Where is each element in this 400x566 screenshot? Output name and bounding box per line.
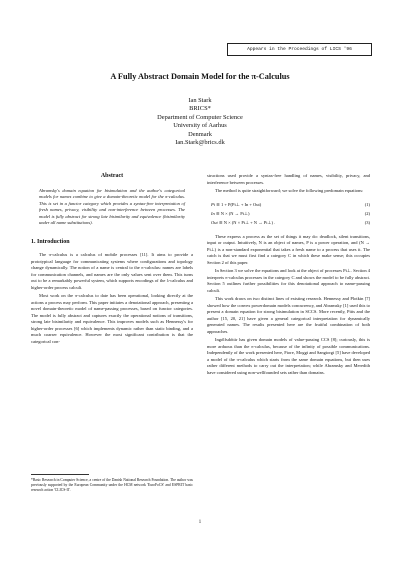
equation-number: (3) [364, 220, 370, 226]
page-number: 1 [198, 520, 202, 525]
paper-title: A Fully Abstract Domain Model for the π-Calculus [110, 72, 290, 81]
equation-rhs: ≅ 1 + P(Pi⊥ + In + Out) [216, 201, 262, 207]
right-column [207, 173, 370, 376]
equation-lhs: In [211, 210, 215, 216]
author-university: University of Aarhus [173, 122, 227, 130]
body-paragraph: This work draws on two distinct lines of existing research. Hennessy and Plotkin [7] showed how the convex powerdomain models concurrency, and Abramsky [1] used this to present a domain equation for strong bisimulation in SCCS. More recently, Pitts and the author [15, 20, 21] have given a general categorical interpretation for dynamically generated names. The results presented here are the fruitful combination of both approaches. [207, 296, 370, 334]
author-email: Ian.Stark@brics.dk [175, 139, 225, 147]
author-department: Department of Computer Science [157, 113, 243, 121]
proceedings-stamp: Appears in the Proceedings of LICS '96 [227, 43, 372, 56]
abstract-heading: Abstract [100, 173, 124, 179]
section-heading-introduction: 1. Introduction [31, 238, 70, 245]
equation-lhs: Pi [211, 201, 215, 207]
body-paragraph: In Section 3 we solve the equations and look at the object of processes Pi⊥. Section 4 interprets π-calculus processes in the category C and shows the model to be fully abstract. Section 5 outlines further possibilities for this denotational approach to name-passing calculi. [207, 268, 370, 293]
equation-out [207, 218, 370, 227]
footnote-rule [31, 474, 89, 475]
equation-rhs: ≅ N × (N × Pi⊥ + N → Pi⊥) . [218, 220, 276, 226]
domain-equations [207, 200, 370, 228]
body-paragraph: Ingólfsdóttir has given domain models of value-passing CCS [8]; curiously, this is more arduous than the π-calculus, because of the infinity of possible communications. Independently of the work presented here, Fiore, Moggi and Sangiorgi [5] have developed a model of the π-calculus which starts from the same domain equations, but then uses rather different methods to carry out the interpretation; while Abramsky and Meredith have considered using non-wellfounded sets rather than domains. [207, 337, 370, 375]
author-name: Ian Stark [188, 97, 212, 104]
equation-number: (2) [364, 210, 370, 216]
body-paragraph: The method is quite straightforward; we solve the following predomain equations: [215, 188, 364, 193]
author-affiliation-mark: BRICS* [189, 105, 211, 113]
equation-in [207, 209, 370, 218]
intro-paragraph: Most work on the π-calculus to date has been operational, looking directly at the actions a process may perform. This paper initiates a denotational approach, presenting a novel domain-theoretic model of name-passing processes, based on functor categories. The model is fully abstract and captures exactly the operational notions of transitions, strong late bisimilarity and equivalence. This improves models such as Hennessy's for higher-order processes [6] which implements dynamic rather than static binding, and a much coarser equivalence. However the most significant contribution is that the categorical con- [31, 293, 193, 344]
body-paragraph: structions used provide a syntax-free handling of names, visibility, privacy, and interference between processes. [207, 173, 370, 185]
footnote: *Basic Research in Computer Science, a centre of the Danish National Research Foundation. The author was previously supported by the European Community under the HCM network 'EuroFoCS' and ESPRIT basic research action 'CLICS-II'. [31, 478, 193, 492]
body-paragraph: These express a process as the set of things it may do: deadlock, silent transitions, input or output. Intuitively, N is an object of names, P is a power operation, and (N → Pi⊥) is a non-standard exponential that takes a fresh name to a process that uses it. The catch is that we must first find a category C in which these make sense; this occupies Section 2 of this paper. [207, 233, 370, 265]
author-block [0, 97, 400, 147]
abstract-text: Abramsky's domain equation for bisimulation and the author's categorical models for names combine to give a domain-theoretic model for the π-calculus. This is set in a functor category which provides a syntax-free interpretation of fresh names, privacy, visibility and non-interference between processes. The model is fully abstract for strong late bisimilarity and equivalence (bisimilarity under all name substitutions). [39, 187, 185, 225]
equation-lhs: Out [211, 220, 218, 226]
equation-rhs: ≅ N × (N → Pi⊥) [215, 210, 250, 216]
equation-number: (1) [364, 201, 370, 207]
equation-pi [207, 200, 370, 209]
left-column [31, 173, 193, 345]
author-country: Denmark [188, 130, 212, 138]
intro-paragraph: The π-calculus is a calculus of mobile processes [11]. It aims to provide a prototypical language for communicating systems where configurations and topology change dynamically. The notion of a name is central to the π-calculus: names are labels for communication channels, and names are the only values sent over them. This turns out to be a remarkably powerful system, which supports encodings of the λ-calculus and higher-order process calculi. [31, 252, 193, 290]
